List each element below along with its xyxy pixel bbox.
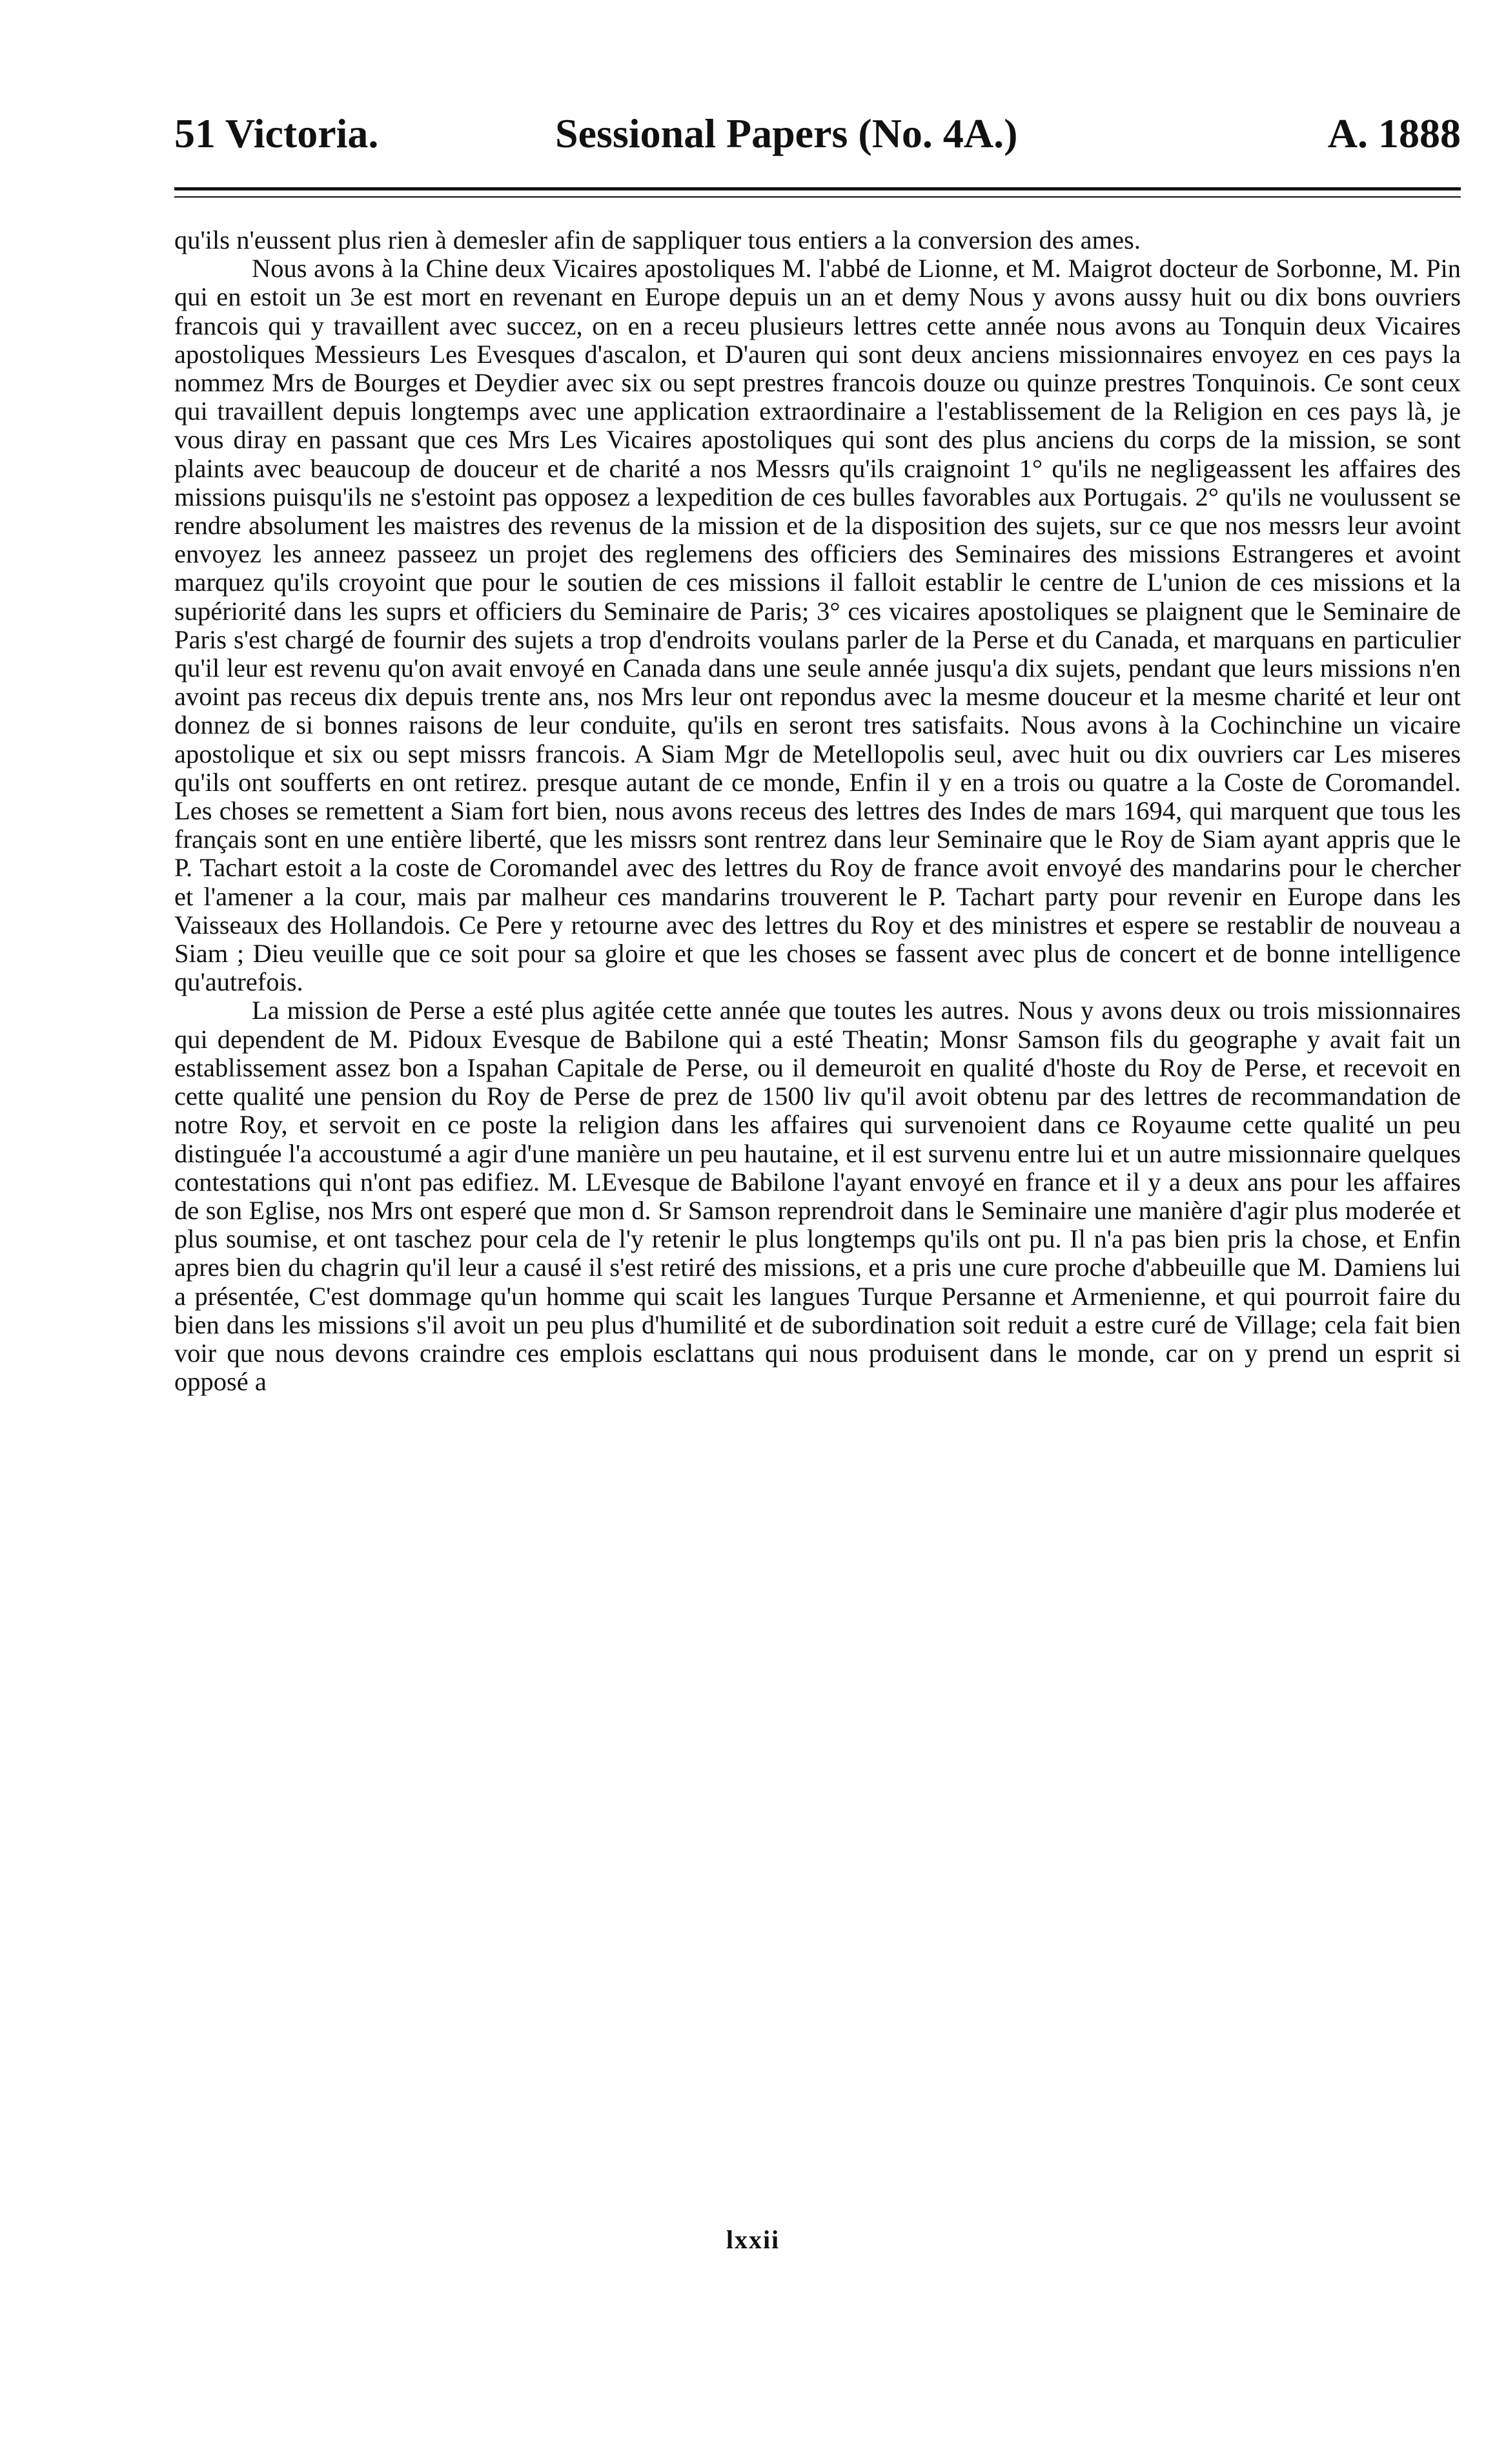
paragraph-2: Nous avons à la Chine deux Vicaires apostoliques M. l'abbé de Lionne, et M. Maigrot docteur de Sorbonne, M. Pin qui en estoit un 3e est mort en revenant en Europe depuis un an et demy Nous y avons aussy huit ou dix bons ouvriers francois qui y travaillent avec succez, on en a receu plusieurs lettres cette année nous avons au Tonquin deux Vicaires apostoliques Messieurs Les Evesques d'ascalon, et D'auren qui sont deux anciens missionnaires envoyez en ces pays la nommez Mrs de Bourges et Deydier avec six ou sept prestres francois douze ou quinze prestres Tonquinois. Ce sont ceux qui travaillent depuis longtemps avec une application extraordinaire a l'establissement de la Religion en ces pays là, je vous diray en passant que ces Mrs Les Vicaires apostoliques qui sont des plus anciens du corps de la mission, se sont plaints avec beaucoup de douceur et de charité a nos Messrs qu'ils craignoint 1° qu'ils ne negligeassent les affaires des missions puisqu'ils ne s'estoint pas opposez a lexpedition de ces bulles favorables aux Portugais. 2° qu'ils ne voulussent se rendre absolument les maistres des revenus de la mission et de la disposition des sujets, sur ce que nos messrs leur avoint envoyez les anneez passeez un projet des reglemens des officiers des Seminaires des missions Estrangeres et avoint marquez qu'ils croyoint que pour le soutien de ces missions il falloit establir le centre de L'union de ces missions et la supériorité dans les suprs et officiers du Seminaire de Paris; 3° ces vicaires apostoliques se plaignent que le Seminaire de Paris s'est chargé de fournir des sujets a trop d'endroits voulans parler de la Perse et du Canada, et marquans en particulier qu'il leur est revenu qu'on avait envoyé en Canada dans une seule année jusqu'a dix sujets, pendant que leurs missions n'en avoint pas receus dix depuis trente ans, nos Mrs leur ont repondus avec la mesme douceur et la mesme charité et leur ont donnez de si bonnes raisons de leur conduite, qu'ils en seront tres satisfaits. Nous avons à la Cochinchine un vicaire apostolique et six ou sept missrs francois. A Siam Mgr de Metellopolis seul, avec huit ou dix ouvriers car Les miseres qu'ils ont soufferts en ont retirez. presque autant de ce monde, Enfin il y en a trois ou quatre a la Coste de Coromandel. Les choses se remettent a Siam fort bien, nous avons receus des lettres des Indes de mars 1694, qui marquent que tous les français sont en une entière liberté, que les missrs sont rentrez dans leur Seminaire que le Roy de Siam ayant appris que le P. Tachart estoit a la coste de Coromandel avec des lettres du Roy de france avoit envoyé des mandarins pour le chercher et l'amener a la cour, mais par malheur ces mandarins trouverent le P. Tachart party pour revenir en Europe dans les Vaisseaux des Hollandois. Ce Pere y retourne avec des lettres du Roy et des ministres et espere se restablir de nouveau a Siam ; Dieu veuille que ce soit pour sa gloire et que les choses se fassent avec plus de concert et de bonne intelligence qu'autrefois. <box>174 254 1461 997</box>
paragraph-1: qu'ils n'eussent plus rien à demesler afin de sappliquer tous entiers a la conversion des ames. <box>174 225 1141 254</box>
page-number: lxxii <box>726 2225 780 2254</box>
header-rule-thick <box>174 187 1461 190</box>
header-year: A. 1888 <box>1327 110 1461 156</box>
header-title: Sessional Papers (No. 4A.) <box>555 110 1018 156</box>
paragraph-3: La mission de Perse a esté plus agitée cette année que toutes les autres. Nous y avons deux ou trois missionnaires qui dependent de M. Pidoux Evesque de Babilone qui a esté Theatin; Monsr Samson fils du geographe y avait fait un establissement assez bon a Ispahan Capitale de Perse, ou il demeuroit en qualité d'hoste du Roy de Perse, et recevoit en cette qualité une pension du Roy de Perse de prez de 1500 liv qu'il avoit obtenu par des lettres de recommandation de notre Roy, et servoit en ce poste la religion dans les affaires qui survenoient dans ce Royaume cette qualité un peu distinguée l'a accoustumé a agir d'une manière un peu hautaine, et il est survenu entre lui et un autre missionnaire quelques contestations qui n'ont pas edifiez. M. LEvesque de Babilone l'ayant envoyé en france et il y a deux ans pour les affaires de son Eglise, nos Mrs ont esperé que mon d. Sr Samson reprendroit dans le Seminaire une manière d'agir plus moderée et plus soumise, et ont taschez pour cela de l'y retenir le plus longtemps qu'ils ont pu. Il n'a pas bien pris la chose, et Enfin apres bien du chagrin qu'il leur a causé il s'est retiré des missions, et a pris une cure proche d'abbeuille que M. Damiens lui a présentée, C'est dommage qu'un homme qui scait les langues Turque Persanne et Armenienne, et qui pourroit faire du bien dans les missions s'il avoit un peu plus d'humilité et de subordination soit reduit a estre curé de Village; cela fait bien voir que nous devons craindre ces emplois esclattans qui nous produisent dans le monde, car on y prend un esprit si opposé a <box>174 996 1461 1397</box>
running-header <box>174 110 1461 168</box>
header-volume: 51 Victoria. <box>174 110 379 156</box>
header-rule-thin <box>174 196 1461 198</box>
body-text <box>174 226 1461 1396</box>
